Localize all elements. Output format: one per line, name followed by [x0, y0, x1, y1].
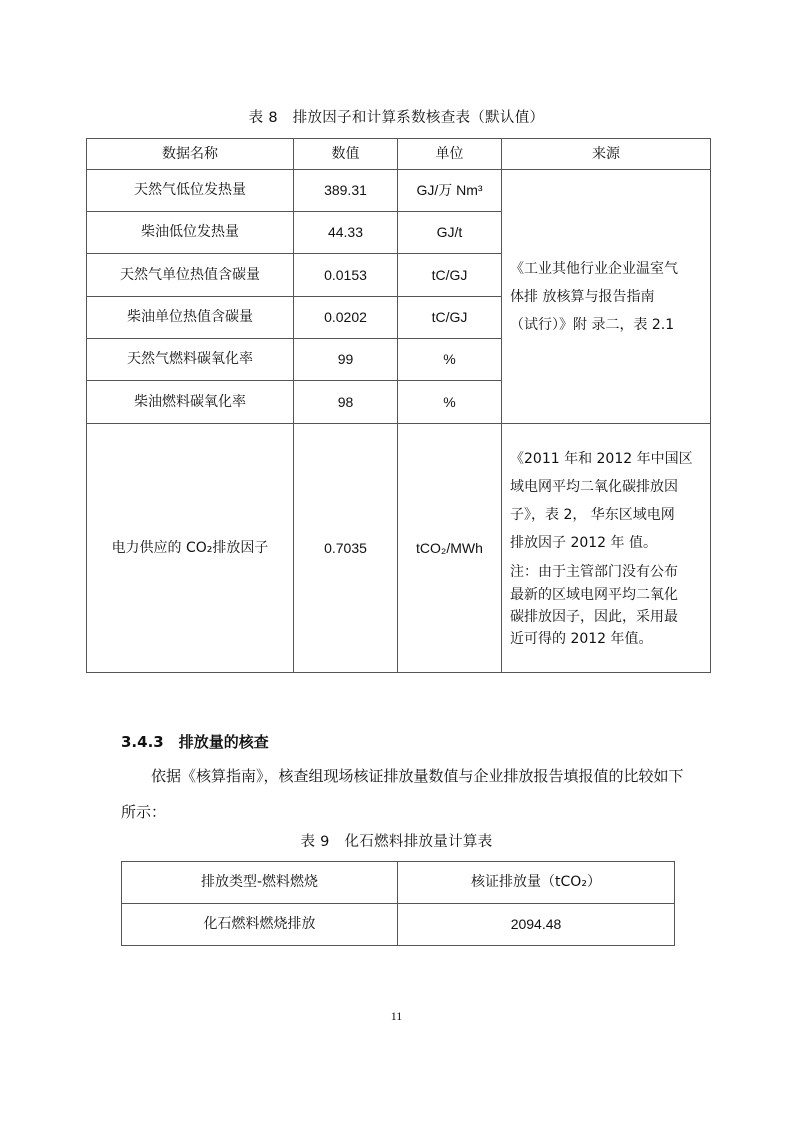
table-cell-unit: tC/GJ	[398, 254, 502, 297]
table9-caption: 表 9 化石燃料排放量计算表	[300, 834, 493, 850]
source-line: （试行）》附 录二，表 2.1	[510, 316, 675, 333]
page-number: 11	[390, 1009, 403, 1023]
table-cell-value: 389.31	[294, 170, 398, 212]
table-cell-unit: %	[398, 381, 502, 424]
note-line: 最新的区域电网平均二氧化	[510, 586, 678, 603]
emission-factor-table	[86, 138, 711, 673]
source-line: 排放因子 2012 年 值。	[510, 535, 657, 552]
note-line: 近可得的 2012 年值。	[510, 631, 653, 648]
table-cell-name: 柴油单位热值含碳量	[87, 297, 294, 339]
source-cell	[502, 170, 711, 424]
fossil-fuel-emission-table	[121, 861, 675, 946]
table-cell-unit: %	[398, 339, 502, 381]
table-cell-value: 99	[294, 339, 398, 381]
section-heading: 3.4.3 排放量的核查	[121, 733, 269, 751]
note-line: 注：由于主管部门没有公布	[510, 564, 678, 581]
table-cell-value: 98	[294, 381, 398, 424]
table-cell-unit: tCO₂/MWh	[398, 424, 502, 673]
table-cell-unit: GJ/万 Nm³	[398, 170, 502, 212]
source-line: 《工业其他行业企业温室气	[510, 260, 678, 277]
header-cell: 数值	[294, 139, 398, 170]
table-cell-name: 柴油低位发热量	[87, 212, 294, 254]
table-cell-value: 0.0202	[294, 297, 398, 339]
source-line: 《2011 年和 2012 年中国区	[510, 451, 693, 468]
header-cell: 单位	[398, 139, 502, 170]
table-cell-value: 0.0153	[294, 254, 398, 297]
table-cell-value: 2094.48	[398, 904, 675, 946]
header-cell: 来源	[502, 139, 711, 170]
header-cell: 数据名称	[87, 139, 294, 170]
table8-caption: 表 8 排放因子和计算系数核查表（默认值）	[248, 110, 545, 126]
table-cell-name: 化石燃料燃烧排放	[122, 904, 398, 946]
table-cell-value: 0.7035	[294, 424, 398, 673]
source-line: 子》，表 2， 华东区域电网	[510, 507, 675, 524]
table-cell-name: 柴油燃料碳氧化率	[87, 381, 294, 424]
table-cell-unit: tC/GJ	[398, 297, 502, 339]
table-cell-name: 天然气单位热值含碳量	[87, 254, 294, 297]
table-cell-value: 44.33	[294, 212, 398, 254]
table-cell-unit: GJ/t	[398, 212, 502, 254]
body-paragraph: 依据《核算指南》，核查组现场核证排放量数值与企业排放报告填报值的比较如下所示：	[121, 767, 684, 821]
table-cell-name: 电力供应的 CO₂排放因子	[87, 424, 294, 673]
note-line: 碳排放因子，因此，采用最	[510, 609, 678, 625]
source-line: 域电网平均二氧化碳排放因	[510, 479, 678, 496]
header-cell: 排放类型-燃料燃烧	[122, 862, 398, 904]
table-cell-name: 天然气燃料碳氧化率	[87, 339, 294, 381]
source-cell	[502, 424, 711, 673]
header-cell: 核证排放量（tCO₂）	[398, 862, 675, 904]
source-line: 体排 放核算与报告指南	[510, 288, 655, 305]
table-cell-name: 天然气低位发热量	[87, 170, 294, 212]
